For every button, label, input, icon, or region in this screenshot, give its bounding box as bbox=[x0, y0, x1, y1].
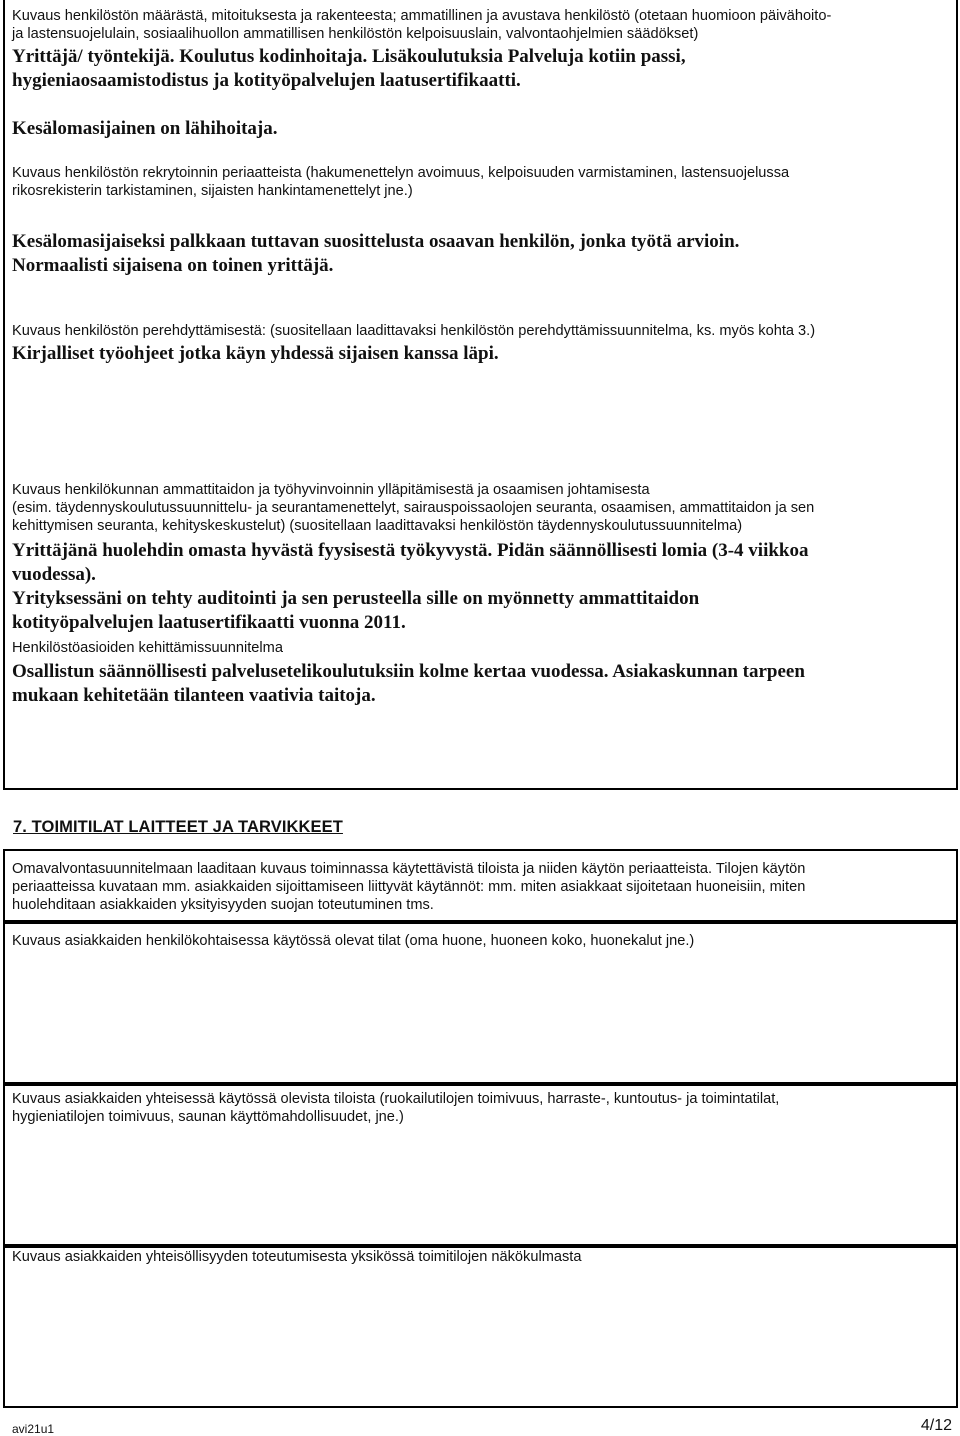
doc-code: avi21u1 bbox=[12, 1422, 55, 1436]
shared-spaces-label-line2: hygieniatilojen toimivuus, saunan käyttömahdollisuudet, jne.) bbox=[12, 1109, 404, 1125]
section2-label bbox=[12, 164, 952, 200]
section2-label-line2: rikosrekisterin tarkistaminen, sijaisten hankintamenettelyt jne.) bbox=[12, 183, 413, 199]
section5-answer bbox=[12, 660, 952, 708]
section1-answer-line3: Kesälomasijainen on lähihoitaja. bbox=[12, 118, 278, 139]
section5-label bbox=[12, 639, 952, 657]
section4-label-line2: (esim. täydennyskoulutussuunnittelu- ja seurantamenettelyt, sairauspoissaolojen seuranta, osaamisen, ammattitaidon ja sen bbox=[12, 500, 815, 516]
section1-answer bbox=[12, 45, 952, 141]
section2-label-line1: Kuvaus henkilöstön rekrytoinnin periaatteista (hakumenettelyn avoimuus, kelpoisuuden varmistaminen, lastensuojelussa bbox=[12, 165, 790, 181]
community-label-text: Kuvaus asiakkaiden yhteisöllisyyden toteutumisesta yksikössä toimitilojen näkökulmasta bbox=[12, 1249, 582, 1265]
section1-label bbox=[12, 7, 952, 43]
section4-label bbox=[12, 481, 952, 535]
section1-answer-line2: hygieniaosaamistodistus ja kotityöpalvelujen laatusertifikaatti. bbox=[12, 70, 521, 91]
shared-spaces-label bbox=[12, 1090, 952, 1126]
section4-answer-line3: Yrityksessäni on tehty auditointi ja sen perusteella sille on myönnetty ammattitaidon bbox=[12, 588, 700, 609]
section4-answer-line4: kotityöpalvelujen laatusertifikaatti vuonna 2011. bbox=[12, 612, 406, 633]
section3-answer-text: Kirjalliset työohjeet jotka käyn yhdessä sijaisen kanssa läpi. bbox=[12, 343, 499, 364]
section-title: 7. TOIMITILAT LAITTEET JA TARVIKKEET bbox=[13, 818, 343, 836]
section2-answer-line1: Kesälomasijaiseksi palkkaan tuttavan suosittelusta osaavan henkilön, jonka työtä arvioin. bbox=[12, 231, 740, 252]
section5-answer-line2: mukaan kehitetään tilanteen vaativia taitoja. bbox=[12, 685, 376, 706]
section3-label bbox=[12, 322, 952, 340]
section5-answer-line1: Osallistun säännöllisesti palvelusetelikoulutuksiin kolme kertaa vuodessa. Asiakaskunnan tarpeen bbox=[12, 661, 805, 682]
intro-line2: periaatteissa kuvataan mm. asiakkaiden sijoittamiseen liittyvät käytännöt: mm. miten asiakkaat sijoitetaan huoneisiin, miten bbox=[12, 879, 806, 895]
section5-label-text: Henkilöstöasioiden kehittämissuunnitelma bbox=[12, 640, 283, 656]
section3-label-text: Kuvaus henkilöstön perehdyttämisestä: (suositellaan laadittavaksi henkilöstön perehdyttämissuunnitelma, ks. myös kohta 3.) bbox=[12, 323, 816, 339]
community-label bbox=[12, 1248, 952, 1266]
section2-answer bbox=[12, 230, 952, 278]
section4-answer bbox=[12, 539, 952, 635]
personal-spaces-label bbox=[12, 932, 952, 950]
intro-line3: huolehditaan asiakkaiden yksityisyyden suojan toteutuminen tms. bbox=[12, 897, 434, 913]
page-number: 4/12 bbox=[920, 1417, 952, 1434]
section1-label-line1: Kuvaus henkilöstön määrästä, mitoituksesta ja rakenteesta; ammatillinen ja avustava henkilöstö (otetaan huomioon päivähoito- bbox=[12, 8, 832, 24]
shared-spaces-label-line1: Kuvaus asiakkaiden yhteisessä käytössä olevista tiloista (ruokailutilojen toimivuus, harraste-, kuntoutus- ja toimintatilat, bbox=[12, 1091, 780, 1107]
section4-answer-line2: vuodessa). bbox=[12, 564, 96, 585]
section4-label-line1: Kuvaus henkilökunnan ammattitaidon ja työhyvinvoinnin ylläpitämisestä ja osaamisen johtamisesta bbox=[12, 482, 650, 498]
section1-label-line2: ja lastensuojelulain, sosiaalihuollon ammatillisen henkilöstön kelpoisuuslain, valvontaohjelmien säädökset) bbox=[12, 26, 699, 42]
facilities-intro bbox=[12, 860, 952, 914]
community-box bbox=[3, 1246, 958, 1408]
section2-answer-line2: Normaalisti sijaisena on toinen yrittäjä. bbox=[12, 255, 334, 276]
section4-answer-line1: Yrittäjänä huolehdin omasta hyvästä fyysisestä työkyvystä. Pidän säännöllisesti lomia (3-4 viikkoa bbox=[12, 540, 809, 561]
section1-answer-line1: Yrittäjä/ työntekijä. Koulutus kodinhoitaja. Lisäkoulutuksia Palveluja kotiin passi, bbox=[12, 46, 686, 67]
section4-label-line3: kehittymisen seuranta, kehityskeskustelut) (suositellaan laadittavaksi henkilöstön täydennyskoulutussuunnitelma) bbox=[12, 518, 743, 534]
personal-spaces-label-text: Kuvaus asiakkaiden henkilökohtaisessa käytössä olevat tilat (oma huone, huoneen koko, huonekalut jne.) bbox=[12, 933, 695, 949]
section3-answer bbox=[12, 342, 952, 366]
intro-line1: Omavalvontasuunnitelmaan laaditaan kuvaus toiminnassa käytettävistä tiloista ja niiden käytön periaatteista. Tilojen käytön bbox=[12, 861, 806, 877]
